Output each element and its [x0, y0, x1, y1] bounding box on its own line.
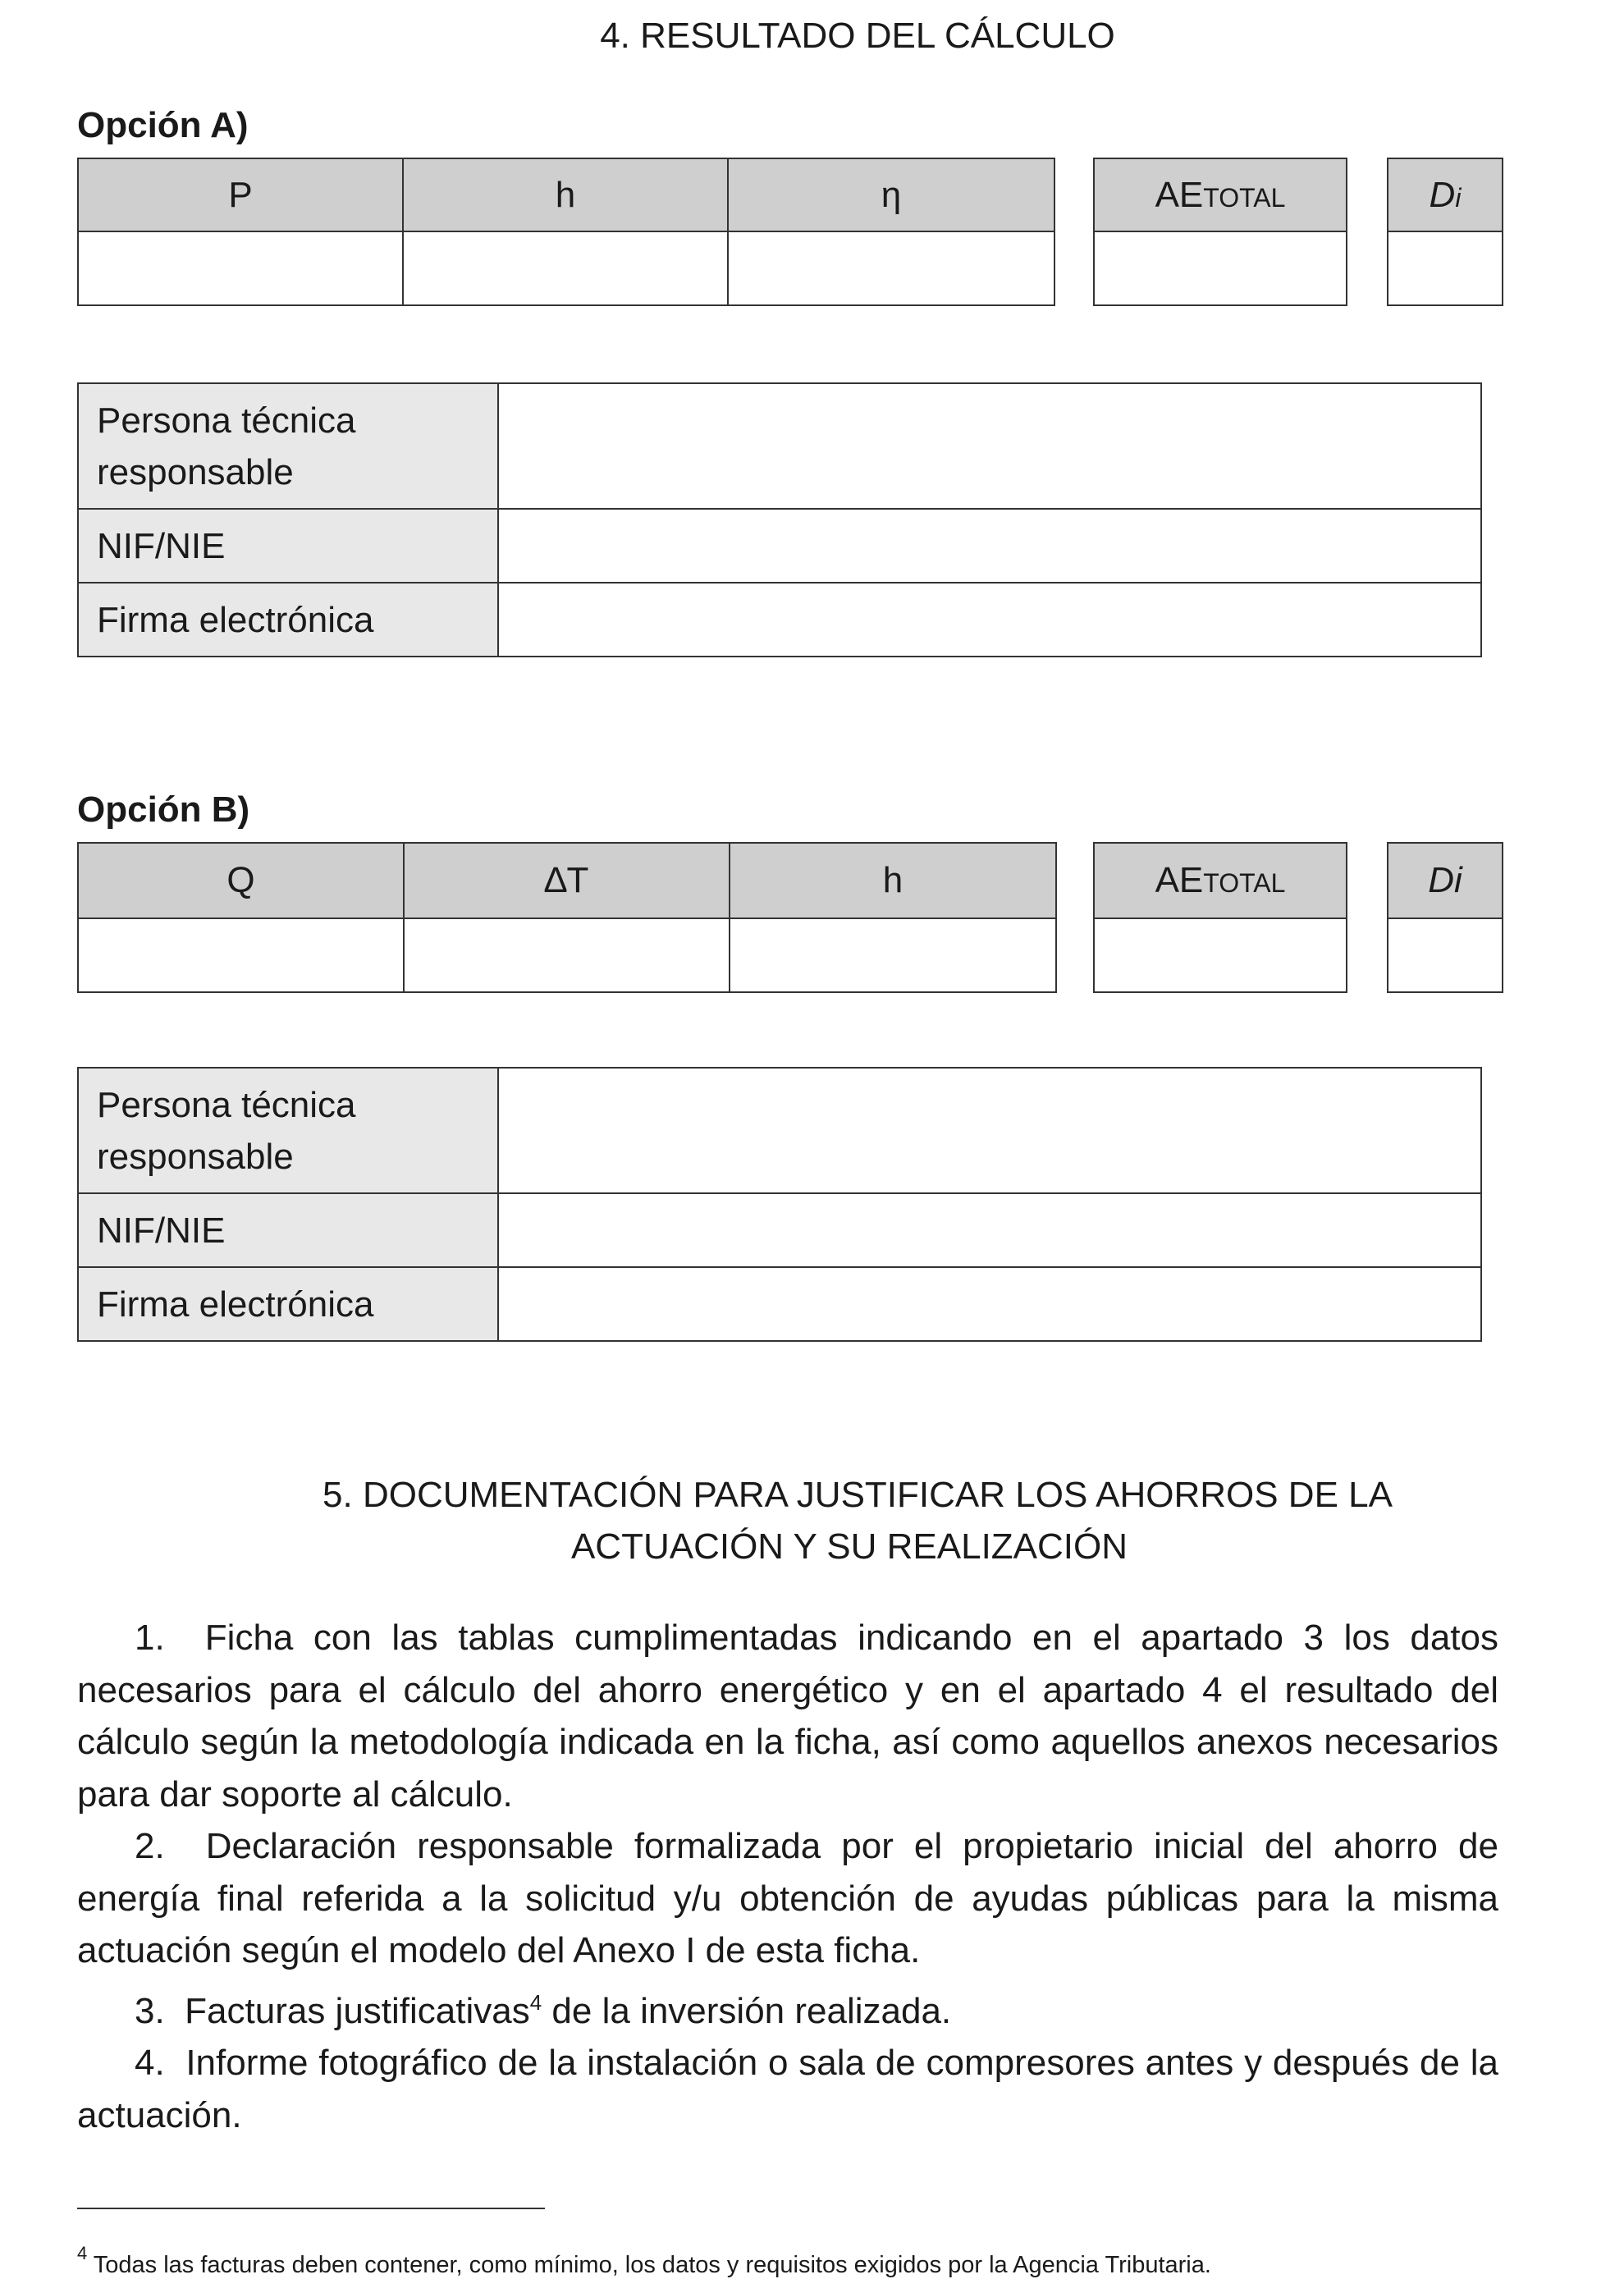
option-a-table-main: [77, 158, 1055, 306]
footnote: $^4$ Todas las facturas deben contener, como mínimo, los datos y requisitos exigidos por la Agencia Tributaria.: [77, 2243, 1211, 2278]
list-item: 4. Informe fotográfico de la instalación o sala de compresores antes y después de la actuación.: [77, 2043, 1499, 2135]
option-a-value-di[interactable]: [1388, 231, 1503, 305]
option-a-nif-field[interactable]: [498, 509, 1481, 583]
option-b-firma-label: Firma electrónica: [78, 1267, 498, 1341]
option-b-header-di: Di: [1388, 843, 1503, 918]
option-a-header-h: h: [403, 158, 728, 231]
section-5-title-line2: ACTUACIÓN Y SU REALIZACIÓN: [570, 1526, 1128, 1567]
section-5-title-line1: 5. DOCUMENTACIÓN PARA JUSTIFICAR LOS AHORROS DE LA: [323, 1475, 1393, 1515]
list-item: 3. Facturas justificativas$^4$ de la inversión realizada.: [135, 1989, 952, 2031]
option-a-signature-table: [77, 382, 1482, 657]
option-b-header-delta-t: ∆T: [404, 843, 730, 918]
option-a-firma-field[interactable]: [498, 583, 1481, 657]
option-b-value-di[interactable]: [1388, 918, 1503, 992]
option-a-table-di: [1387, 158, 1503, 306]
option-a-value-ae-total[interactable]: [1094, 231, 1347, 305]
option-a-firma-label: Firma electrónica: [78, 583, 498, 657]
option-a-value-eta[interactable]: [728, 231, 1054, 305]
footnote-ref[interactable]: 4: [529, 1989, 542, 2015]
option-a-nif-label: NIF/NIE: [78, 509, 498, 583]
option-b-header-q: Q: [78, 843, 404, 918]
option-b-table-main: [77, 842, 1057, 993]
option-b-label: Opción B): [77, 789, 250, 830]
option-a-header-eta: η: [728, 158, 1054, 231]
option-b-nif-label: NIF/NIE: [78, 1193, 498, 1267]
option-b-firma-field[interactable]: [498, 1267, 1481, 1341]
option-a-value-h[interactable]: [403, 231, 728, 305]
documentation-list: [77, 1612, 1498, 2141]
option-a-header-ae-total: AETOTAL: [1094, 158, 1347, 231]
list-item: 1. Ficha con las tablas cumplimentadas indicando en el apartado 3 los datos necesarios para el cálculo del ahorro energético y en el apartado 4 el resultado del cálculo según la metodología indicada en la ficha, así como aquellos anexos necesarios para dar soporte al cálculo.: [77, 1618, 1498, 1815]
option-b-signature-table: [77, 1067, 1482, 1342]
option-a-table-ae: [1093, 158, 1347, 306]
option-b-value-h[interactable]: [730, 918, 1056, 992]
option-a-person-field[interactable]: [498, 383, 1481, 509]
option-b-value-q[interactable]: [78, 918, 404, 992]
option-b-value-delta-t[interactable]: [404, 918, 730, 992]
option-b-nif-field[interactable]: [498, 1193, 1481, 1267]
option-a-header-di: Di: [1388, 158, 1503, 231]
option-b-person-label: Persona técnica responsable: [78, 1068, 498, 1193]
footnote-divider: [77, 2208, 545, 2209]
option-b-table-di: [1387, 842, 1503, 993]
option-a-header-p: P: [78, 158, 403, 231]
option-a-value-p[interactable]: [78, 231, 403, 305]
option-a-person-label: Persona técnica responsable: [78, 383, 498, 509]
option-b-header-ae-total: AETOTAL: [1094, 843, 1347, 918]
section-4-title: 4. RESULTADO DEL CÁLCULO: [600, 16, 1115, 56]
option-b-header-h: h: [730, 843, 1056, 918]
option-a-label: Opción A): [77, 105, 249, 145]
option-b-person-field[interactable]: [498, 1068, 1481, 1193]
option-b-table-ae: [1093, 842, 1347, 993]
option-b-value-ae-total[interactable]: [1094, 918, 1347, 992]
list-item: 2. Declaración responsable formalizada por el propietario inicial del ahorro de energía final referida a la solicitud y/u obtención de ayudas públicas para la misma actuación según el modelo del Anexo I de esta ficha.: [77, 1826, 1498, 1970]
